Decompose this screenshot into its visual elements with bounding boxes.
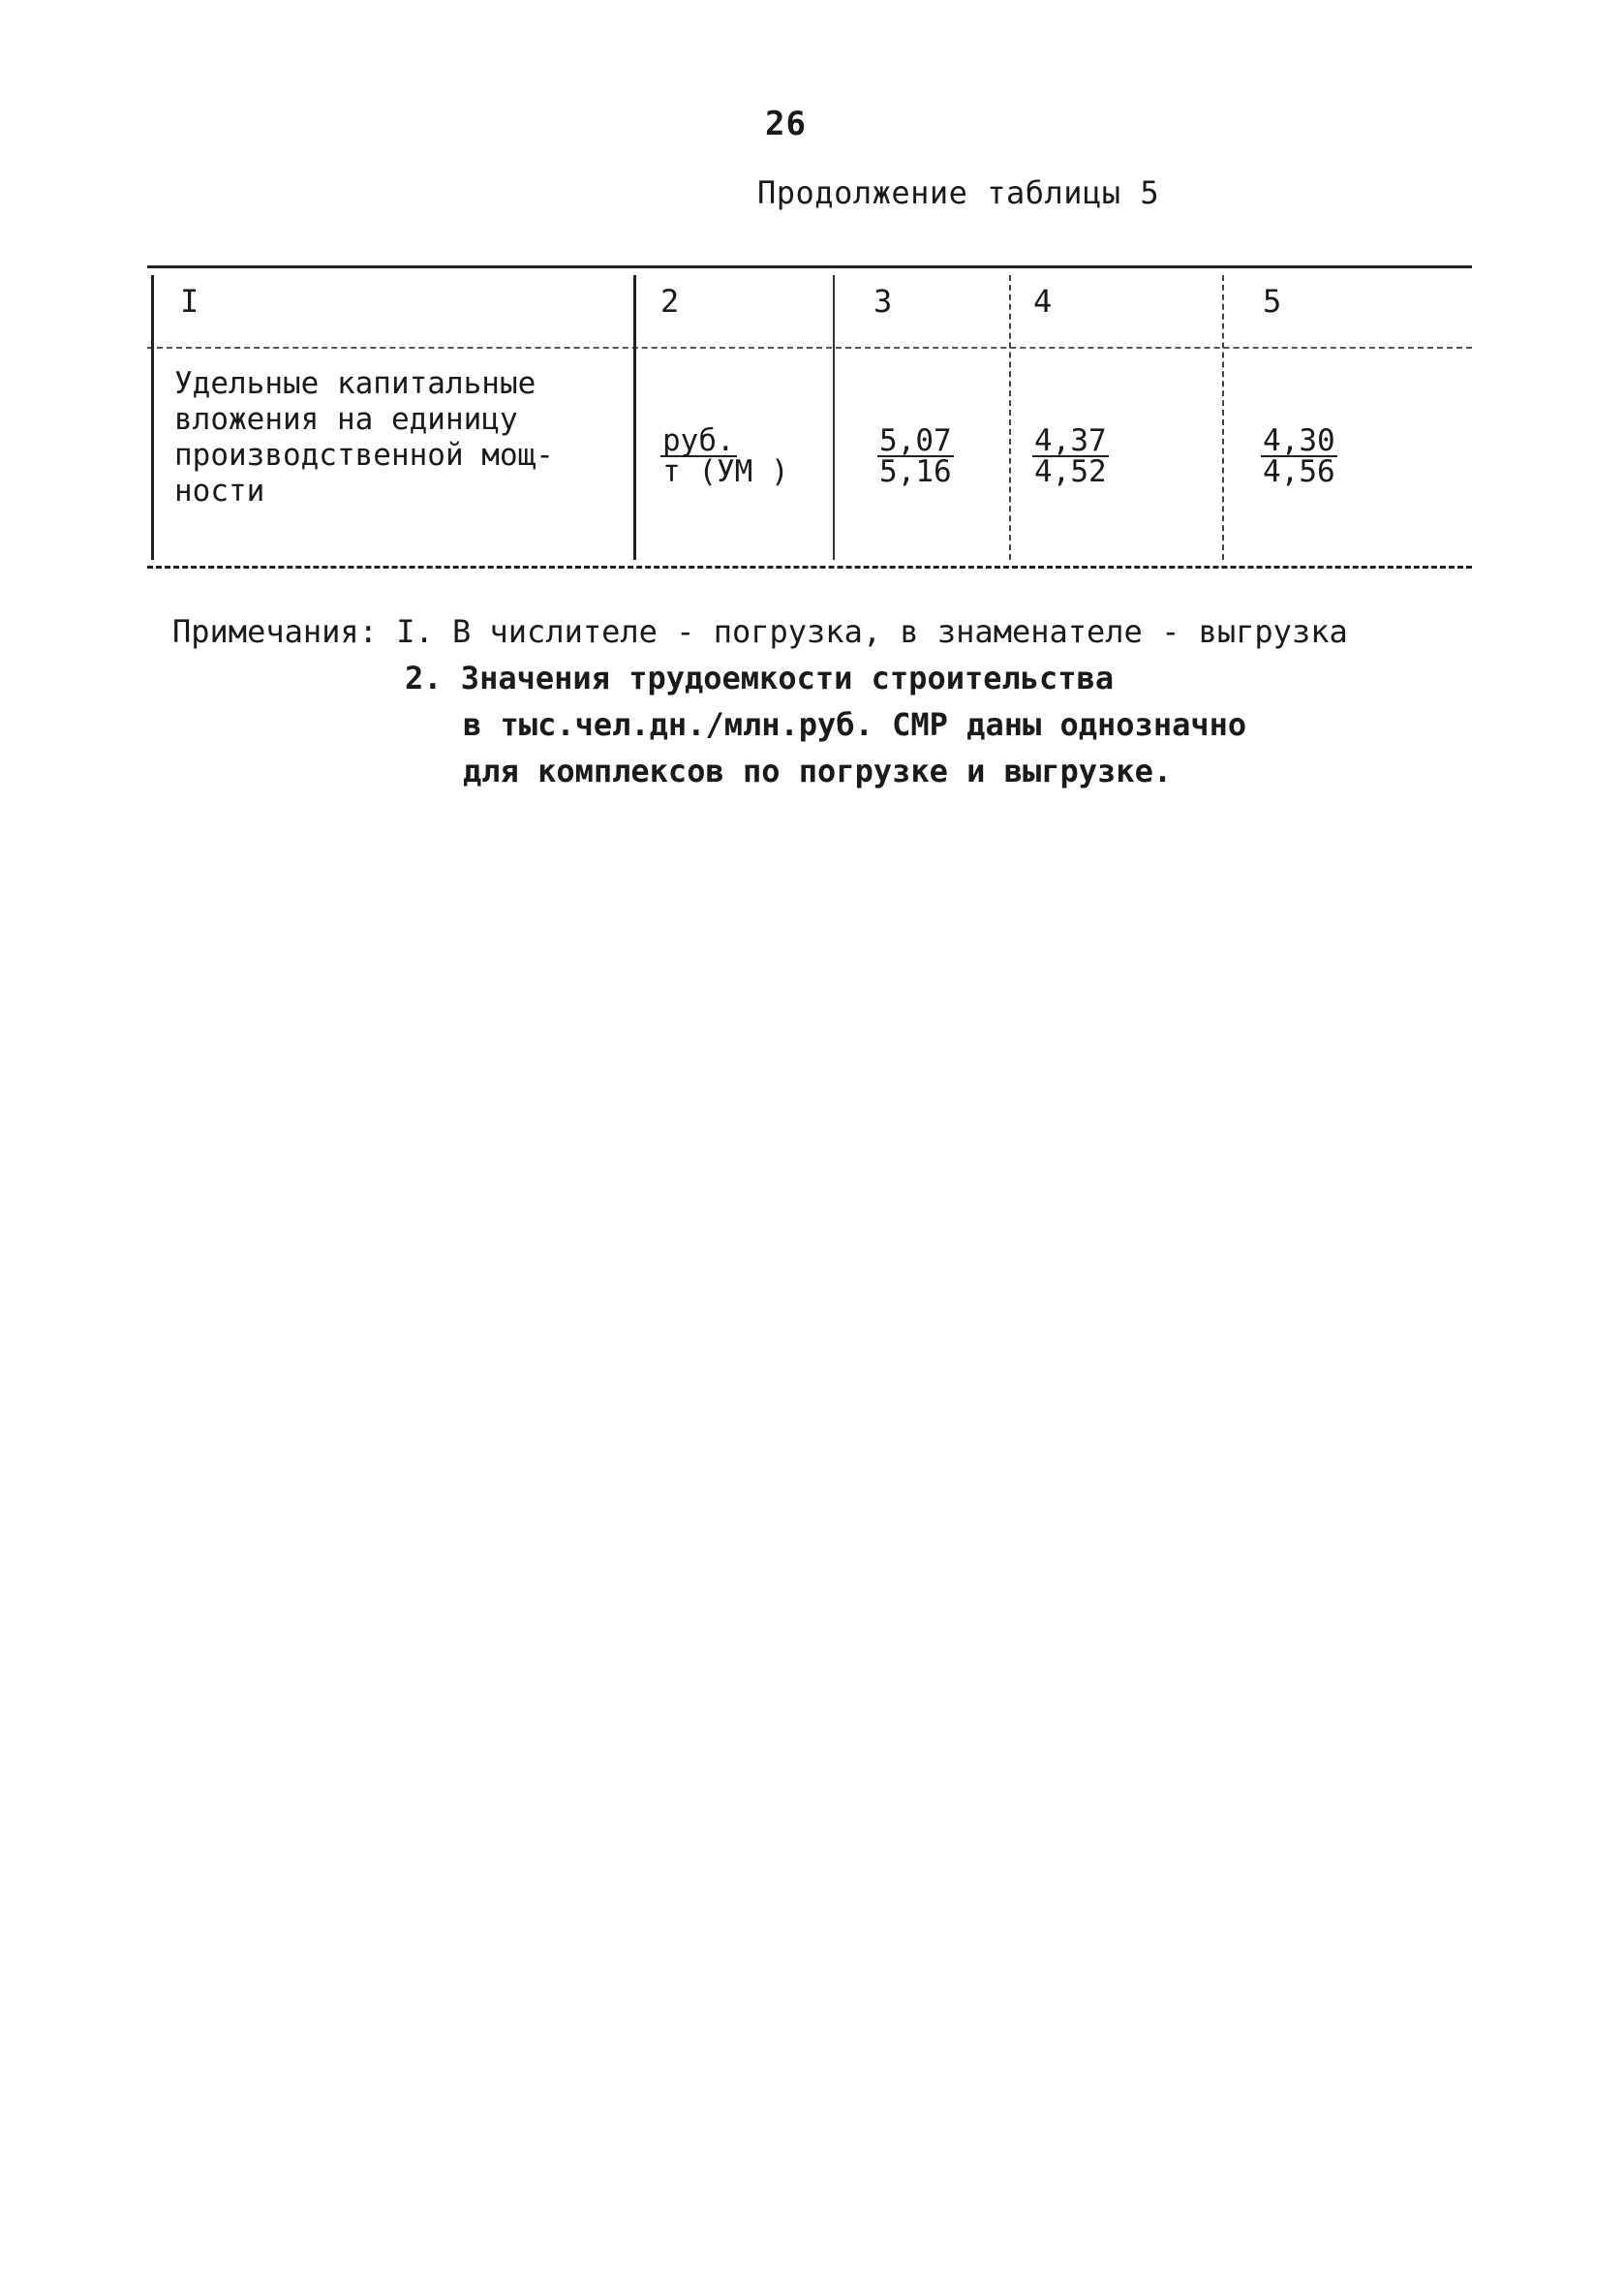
note-2: 2. Значения трудоемкости строительства (405, 660, 1115, 696)
table-column-divider (151, 275, 154, 560)
note-1 (172, 608, 1348, 655)
table-caption: Продолжение таблицы 5 (757, 174, 1160, 211)
table-bottom-border (147, 566, 1472, 569)
value-denominator: 5,16 (879, 454, 952, 489)
table-header-cell: 3 (873, 283, 893, 320)
note-2-continuation: для комплексов по погрузке и выгрузке. (463, 753, 1173, 789)
unit-fraction (660, 423, 791, 489)
value-fraction-col4 (1032, 423, 1109, 489)
table-header-cell: 2 (660, 283, 680, 320)
notes-title: Примечания: (172, 613, 378, 650)
row-label-line: ности (174, 474, 265, 509)
table-column-divider (1009, 275, 1011, 560)
table-column-divider (633, 275, 636, 560)
unit-denominator: т (УМ ) (662, 454, 789, 489)
row-label-line: вложения на единицу (174, 402, 518, 437)
table-header-cell: 4 (1033, 283, 1053, 320)
page-number: 26 (765, 105, 807, 143)
table-header-divider (147, 347, 1472, 349)
table-column-divider (1222, 275, 1224, 560)
note-2-continuation: в тыс.чел.дн./млн.руб. СМР даны однозначно (463, 706, 1247, 743)
data-table (147, 265, 1472, 570)
table-column-divider (833, 275, 835, 560)
value-numerator: 5,07 (879, 423, 952, 458)
notes-section (172, 608, 1348, 794)
unit-numerator: руб. (662, 423, 735, 458)
value-denominator: 4,52 (1034, 454, 1107, 489)
value-fraction-col5 (1261, 423, 1337, 489)
value-numerator: 4,37 (1034, 423, 1107, 458)
note-1-text: I. В числителе - погрузка, в знаменателе - выгрузка (396, 613, 1348, 650)
value-fraction-col3 (877, 423, 954, 489)
value-numerator: 4,30 (1263, 423, 1335, 458)
table-top-border (147, 265, 1472, 268)
value-denominator: 4,56 (1263, 454, 1335, 489)
table-header-cell: 5 (1263, 283, 1282, 320)
row-label (174, 366, 620, 510)
table-header-cell: I (180, 283, 199, 320)
row-label-line: производственной мощ- (174, 438, 554, 473)
row-label-line: Удельные капитальные (174, 366, 536, 401)
